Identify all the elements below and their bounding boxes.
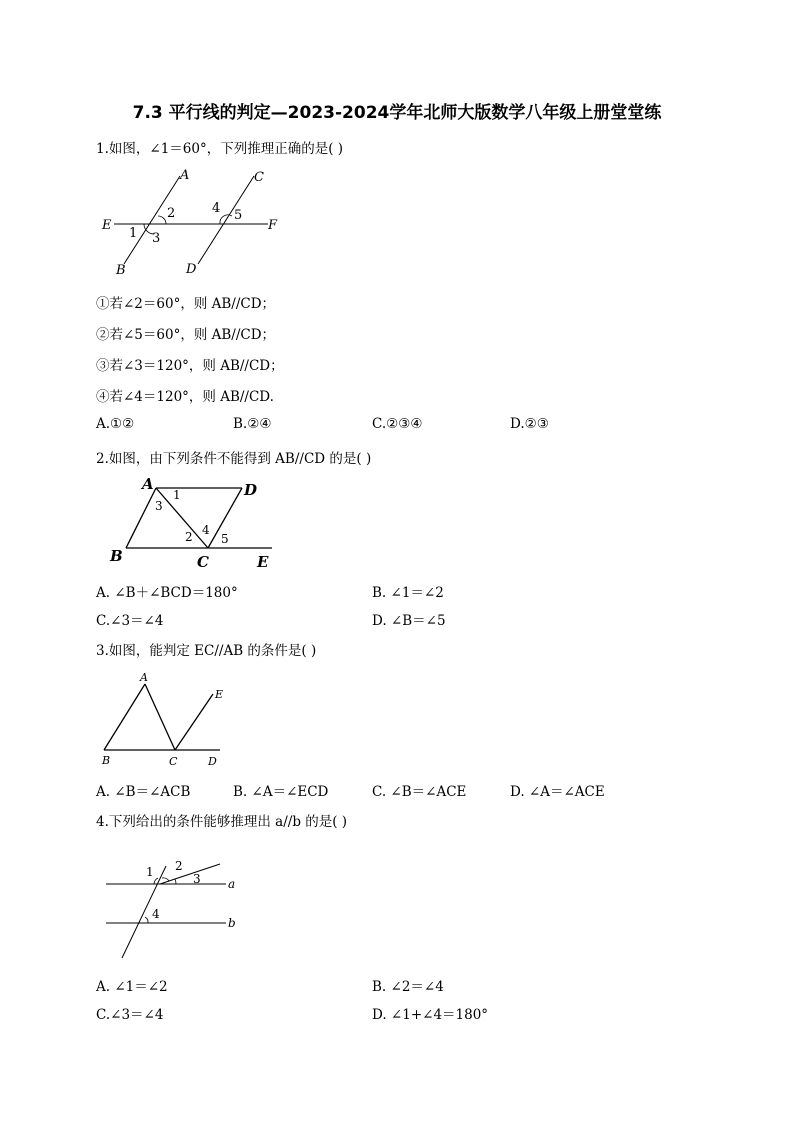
q4-arc-2 xyxy=(162,878,169,881)
q1-statement-3: ③若∠3＝120°，则 AB//CD； xyxy=(96,358,284,374)
q2-label-B: B xyxy=(110,547,123,565)
q1-label-2: 2 xyxy=(167,206,176,221)
q4-label-2: 2 xyxy=(175,859,183,873)
q3-option-a[interactable]: A. ∠B＝∠ACB xyxy=(96,784,191,800)
q4-label-1: 1 xyxy=(146,865,154,879)
page-title: 7.3 平行线的判定—2023-2024学年北师大版数学八年级上册堂堂练 xyxy=(132,103,662,123)
q1-arc-2 xyxy=(158,216,166,224)
q4-stem: 4.下列给出的条件能够推理出 a//b 的是( ) xyxy=(96,814,348,830)
q1-option-c[interactable]: C.②③④ xyxy=(372,416,423,432)
q3-line-CE xyxy=(175,694,213,750)
q4-arc-3 xyxy=(175,879,176,884)
q2-label-5: 5 xyxy=(221,532,229,546)
q3-option-c[interactable]: C. ∠B＝∠ACE xyxy=(372,784,467,800)
q2-label-2: 2 xyxy=(185,530,193,544)
q1-label-F: F xyxy=(268,218,278,233)
q2-label-D: D xyxy=(244,481,258,499)
q3-label-B: B xyxy=(102,754,111,767)
q1-statement-1: ①若∠2＝60°，则 AB//CD； xyxy=(96,296,276,312)
q1-figure xyxy=(96,160,296,285)
q4-option-b[interactable]: B. ∠2＝∠4 xyxy=(372,979,444,995)
q4-label-a: a xyxy=(228,877,236,891)
q2-figure xyxy=(96,472,296,577)
q4-option-d[interactable]: D. ∠1+∠4＝180° xyxy=(372,1007,489,1023)
q2-label-1: 1 xyxy=(173,488,181,502)
q1-label-4: 4 xyxy=(212,201,221,216)
q1-label-3: 3 xyxy=(152,231,161,246)
q3-option-b[interactable]: B. ∠A＝∠ECD xyxy=(233,784,329,800)
q1-label-D: D xyxy=(186,262,197,277)
q3-option-d[interactable]: D. ∠A＝∠ACE xyxy=(510,784,605,800)
q3-line-AC xyxy=(145,684,175,750)
q2-label-3: 3 xyxy=(155,499,163,513)
q4-label-b: b xyxy=(228,916,236,930)
q2-label-A: A xyxy=(142,475,154,493)
q1-label-E: E xyxy=(102,218,112,233)
q2-label-E: E xyxy=(257,553,269,571)
q3-line-AB xyxy=(104,684,145,750)
q4-arc-4 xyxy=(145,917,148,923)
q3-label-C: C xyxy=(169,755,178,768)
q3-stem: 3.如图，能判定 EC//AB 的条件是( ) xyxy=(96,643,317,659)
q2-option-a[interactable]: A. ∠B＋∠BCD＝180° xyxy=(96,585,238,601)
q1-label-C: C xyxy=(254,170,264,185)
q2-label-C: C xyxy=(197,553,209,571)
q3-label-E: E xyxy=(215,688,224,701)
q4-option-a[interactable]: A. ∠1＝∠2 xyxy=(96,979,168,995)
q2-option-b[interactable]: B. ∠1＝∠2 xyxy=(372,585,444,601)
q1-statement-2: ②若∠5＝60°，则 AB//CD； xyxy=(96,327,276,343)
q1-option-d[interactable]: D.②③ xyxy=(510,416,549,432)
q1-option-b[interactable]: B.②④ xyxy=(233,416,272,432)
q1-stem: 1.如图，∠1＝60°，下列推理正确的是( ) xyxy=(96,141,344,157)
q1-label-B: B xyxy=(116,263,126,278)
q4-figure xyxy=(96,840,256,965)
q1-option-a[interactable]: A.①② xyxy=(96,416,135,432)
q2-stem: 2.如图，由下列条件不能得到 AB//CD 的是( ) xyxy=(96,451,372,467)
q2-line-AC xyxy=(156,488,208,548)
q1-line-CD xyxy=(198,176,254,264)
q4-label-4: 4 xyxy=(152,907,160,921)
q2-option-d[interactable]: D. ∠B＝∠5 xyxy=(372,613,446,629)
q1-statement-4: ④若∠4＝120°，则 AB//CD. xyxy=(96,389,274,405)
q3-label-D: D xyxy=(208,755,217,768)
q4-option-c[interactable]: C.∠3＝∠4 xyxy=(96,1007,164,1023)
q3-label-A: A xyxy=(140,671,148,684)
q1-label-1: 1 xyxy=(129,226,138,241)
q2-line-AB xyxy=(126,488,156,548)
q2-label-4: 4 xyxy=(202,523,210,537)
q1-label-5: 5 xyxy=(234,208,243,223)
q2-option-c[interactable]: C.∠3＝∠4 xyxy=(96,613,164,629)
q1-label-A: A xyxy=(180,168,190,183)
q4-label-3: 3 xyxy=(193,872,201,886)
q3-figure xyxy=(96,668,246,773)
